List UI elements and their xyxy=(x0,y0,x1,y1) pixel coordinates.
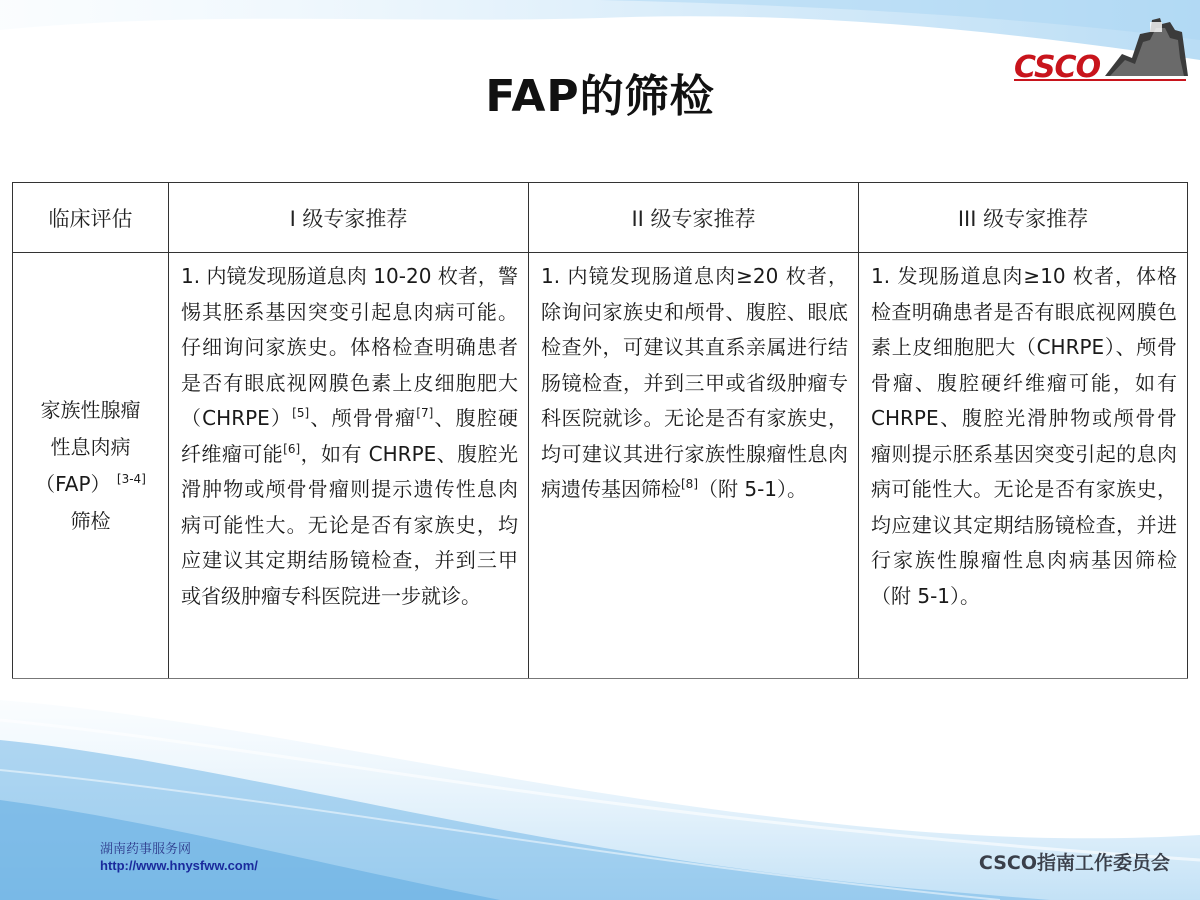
table-row xyxy=(13,253,1188,679)
footer-committee: CSCO指南工作委员会 xyxy=(978,852,1170,874)
level1-text-2: 、颅骨骨瘤 xyxy=(309,406,417,430)
table-header-row xyxy=(13,183,1188,253)
recommendation-table xyxy=(12,182,1188,679)
assessment-line-4: 筛检 xyxy=(70,508,111,533)
assessment-line-1: 家族性腺瘤 xyxy=(40,397,141,422)
footer-source xyxy=(100,842,258,874)
assessment-line-3 xyxy=(19,466,162,503)
assessment-fap: （FAP） xyxy=(35,471,111,496)
header-level-1: I 级专家推荐 xyxy=(169,183,529,253)
assessment-line-2: 性息肉病 xyxy=(50,434,131,459)
level2-text-1: 1. 内镜发现肠道息肉≥20 枚者，除询问家族史和颅骨、腹腔、眼底检查外，可建议其直系亲属进行结肠镜检查，并到三甲或省级肿瘤专科医院就诊。无论是否有家族史，均可建议其进行家族性腺瘤性息肉病遗传基因筛检 xyxy=(541,264,848,501)
cell-assessment xyxy=(13,253,169,679)
level1-text-1: 1. 内镜发现肠道息肉 10-20 枚者，警惕其胚系基因突变引起息肉病可能。仔细询问家族史。体格检查明确患者是否有眼底视网膜色素上皮细胞肥大（CHRPE） xyxy=(181,264,518,430)
header-level-3: III 级专家推荐 xyxy=(859,183,1188,253)
cell-level-1 xyxy=(169,253,529,679)
header-clinical-assessment: 临床评估 xyxy=(13,183,169,253)
level2-text-2: （附 5-1）。 xyxy=(698,477,808,501)
logo-text: CSCO xyxy=(1014,50,1101,85)
level1-text-4: ，如有 CHRPE、腹腔光滑肿物或颅骨骨瘤则提示遗传性息肉病可能性大。无论是否有家族史，均应建议其定期结肠镜检查，并到三甲或省级肿瘤专科医院进一步就诊。 xyxy=(181,441,518,608)
reference-5: [5] xyxy=(292,406,310,420)
footer-site-name: 湖南药事服务网 xyxy=(100,842,192,857)
header-level-2: II 级专家推荐 xyxy=(529,183,859,253)
reference-3-4: [3-4] xyxy=(116,471,146,486)
footer-site-url[interactable]: http://www.hnysfww.com/ xyxy=(100,858,258,873)
cell-level-3: 1. 发现肠道息肉≥10 枚者，体格检查明确患者是否有眼底视网膜色素上皮细胞肥大（CHRPE）、颅骨骨瘤、腹腔硬纤维瘤可能，如有 CHRPE、腹腔光滑肿物或颅骨骨瘤则提示胚系基因突变引起的息肉病可能性大。无论是否有家族史，均应建议其定期结肠镜检查，并进行家族性腺瘤性息肉病基因筛检（附 5-1）。 xyxy=(859,253,1188,679)
cell-level-2 xyxy=(529,253,859,679)
reference-8: [8] xyxy=(681,477,698,491)
reference-6: [6] xyxy=(283,441,301,456)
reference-7: [7] xyxy=(416,406,434,420)
level1-text-3: 、腹腔硬纤维瘤可能 xyxy=(181,406,519,466)
page-title: FAP的筛检 xyxy=(485,71,715,122)
